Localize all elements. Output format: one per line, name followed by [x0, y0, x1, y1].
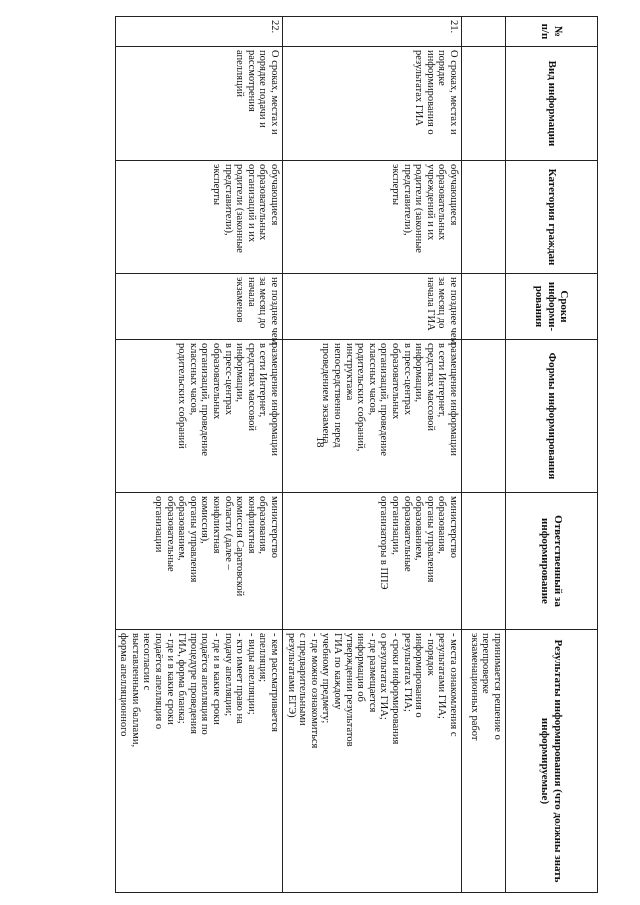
text-line: информации, [413, 343, 425, 403]
continuation-cell [462, 17, 506, 47]
row-num: 21. [283, 17, 462, 47]
text-line: апелляция; [257, 633, 269, 683]
text-line: ГИА, форма бланка; [176, 633, 188, 724]
text-line: ГИА по каждому [332, 633, 344, 710]
text-line: информация об [355, 633, 367, 702]
text-line: средствах массовой [245, 343, 257, 431]
continuation-cell [462, 161, 506, 274]
text-line: комиссия), [199, 496, 211, 544]
text-line: министерство [448, 496, 459, 559]
text-line: о результатах ГИА; [378, 633, 390, 720]
text-line: организации [153, 496, 165, 553]
text-line: - где можно ознакомиться [308, 633, 320, 749]
text-line: информирования о [424, 50, 436, 135]
row-forms [115, 340, 282, 493]
text-line: за месяц до [257, 277, 269, 329]
text-line: эксперты [390, 164, 402, 206]
text-line: рассмотрения [245, 50, 257, 112]
text-line: подаётся апелляция о [153, 633, 165, 730]
text-line: за месяц до [436, 277, 448, 329]
continuation-results [462, 630, 506, 893]
text-line: подачу апелляции; [222, 633, 234, 717]
text-line: образовательных [390, 343, 402, 420]
header-num: № п/п [506, 17, 598, 47]
text-line: - порядок [424, 633, 436, 676]
continuation-cell [462, 493, 506, 630]
header-row [506, 17, 598, 893]
text-line: размещение информации [448, 343, 459, 456]
text-line: начала ГИА [424, 277, 436, 331]
row-type [115, 47, 282, 161]
text-line: родители (законные [234, 164, 246, 253]
text-line: средствах массовой [424, 343, 436, 431]
row-category [115, 161, 282, 274]
text-line: организаторы в ППЭ [378, 496, 390, 590]
text-line: комиссия Саратовской [234, 496, 246, 597]
row-responsible [115, 493, 282, 630]
text-line: обучающиеся [448, 164, 459, 226]
text-line: образовательные [401, 496, 413, 572]
text-line: обучающиеся [269, 164, 280, 226]
text-line: размещение информации [269, 343, 280, 456]
text-line: непосредственно перед [332, 343, 344, 448]
row-type [283, 47, 462, 161]
text-line: не позднее чем [269, 277, 280, 345]
text-line: министерство [269, 496, 280, 559]
text-line: - сроки информирования [390, 633, 402, 745]
header-results: Результаты информирования (что должны знать информируемые) [506, 630, 598, 893]
text-line: подаётся апелляция по [199, 633, 211, 735]
text-line: процедуре проведения [187, 633, 199, 734]
continuation-cell [462, 47, 506, 161]
text-line: представители), [222, 164, 234, 236]
text-line: образовательных [211, 343, 223, 420]
header-category: Категория граждан [506, 161, 598, 274]
text-line: - кем рассматривается [269, 633, 280, 733]
header-forms: Формы информирования [506, 340, 598, 493]
text-line: организаций, проведение [378, 343, 390, 457]
text-line: результатами ЕГЭ) [285, 633, 297, 718]
header-type: Вид информации [506, 47, 598, 161]
text-line: - где и в какие сроки [211, 633, 223, 725]
text-line: перепроверке [480, 633, 492, 694]
text-line: органы управления [424, 496, 436, 583]
rotated-table-wrapper [120, 16, 598, 892]
text-line: экзаменационных работ [468, 633, 480, 741]
text-line: начала [245, 277, 257, 307]
text-line: родители (законные [413, 164, 425, 253]
text-line: учреждений и их [424, 164, 436, 241]
text-line: органы управления [187, 496, 199, 583]
text-line: в пресс-центрах [222, 343, 234, 415]
row-num: 22. [115, 17, 282, 47]
row-results [283, 630, 462, 893]
header-deadline: Сроки информи-рования [506, 274, 598, 340]
text-line: информирования о [413, 633, 425, 718]
text-line: организаций, проведение [199, 343, 211, 457]
row-responsible [283, 493, 462, 630]
text-line: эксперты [211, 164, 223, 206]
text-line: О сроках, местах и [269, 50, 280, 135]
text-line: образовательных [436, 164, 448, 241]
text-line: принимается решение о [492, 633, 503, 740]
text-line: О сроках, местах и [448, 50, 459, 135]
text-line: результатами ГИА; [436, 633, 448, 719]
information-table [115, 16, 598, 893]
text-line: инструктажа [343, 343, 355, 401]
text-line: учебному предмету; [320, 633, 332, 724]
text-line: - где размещается [366, 633, 378, 713]
row-deadline [283, 274, 462, 345]
text-line: классных часов, [187, 343, 199, 416]
text-line: родительских собраний [176, 343, 188, 449]
text-line: не позднее чем [448, 277, 459, 345]
text-line: результатах ГИА; [401, 633, 413, 712]
text-line: форма апелляционного [118, 633, 130, 737]
text-line: образовательные [164, 496, 176, 572]
text-line: конфликтная [211, 496, 223, 554]
text-line: утверждении результатов [343, 633, 355, 747]
text-line: в сети Интернет, [436, 343, 448, 418]
header-responsible: Ответственный за информирование [506, 493, 598, 630]
text-line: образовательных [257, 164, 269, 241]
text-line: экзаменов [234, 277, 246, 323]
text-line: информации, [234, 343, 246, 403]
text-line: образованием, [176, 496, 188, 561]
page-number: 18 [314, 436, 326, 448]
table-row [283, 17, 462, 893]
row-forms [283, 340, 462, 493]
text-line: проведением экзамена [320, 343, 332, 444]
text-line: в пресс-центрах [401, 343, 413, 415]
text-line: классных часов, [366, 343, 378, 416]
text-line: образованием, [413, 496, 425, 561]
text-line: выставленными баллами, [129, 633, 141, 748]
row-category [283, 161, 462, 274]
text-line: порядке подачи и [257, 50, 269, 128]
continuation-cell [462, 274, 506, 340]
text-line: образования, [257, 496, 269, 555]
text-line: представители), [401, 164, 413, 236]
text-line: с предварительными [297, 633, 309, 726]
text-line: - где и в какие сроки [164, 633, 176, 725]
text-line: - кто имеет право на [234, 633, 246, 724]
text-line: результатах ГИА [413, 50, 425, 126]
text-line: порядке [436, 50, 448, 86]
continuation-row [462, 17, 506, 893]
text-line: апелляций [234, 50, 246, 97]
text-line: области (далее – [222, 496, 234, 570]
text-line: родительских собраний, [355, 343, 367, 452]
text-line: - виды апелляции; [245, 633, 257, 715]
text-line: образования, [436, 496, 448, 555]
table-row [115, 17, 282, 893]
text-line: организаций и их [245, 164, 257, 243]
text-line: несогласии с [141, 633, 153, 691]
text-line: в сети Интернет, [257, 343, 269, 418]
continuation-cell [462, 340, 506, 493]
row-deadline [115, 274, 282, 345]
text-line: конфликтная [245, 496, 257, 554]
text-line: - места ознакомления с [448, 633, 459, 737]
row-results [115, 630, 282, 893]
text-line: организации, [390, 496, 402, 555]
